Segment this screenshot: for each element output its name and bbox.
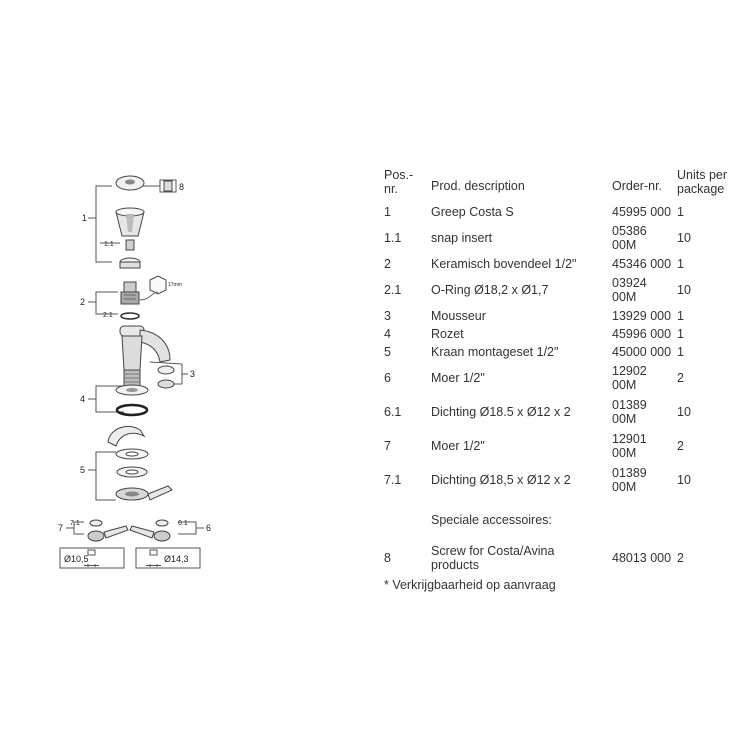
handle-cap-icon — [116, 176, 144, 190]
cell-units: 1 — [677, 327, 684, 341]
header-pos: Pos.- nr. — [384, 168, 414, 196]
cell-pos: 2.1 — [384, 283, 402, 297]
cell-pos: 1 — [384, 205, 391, 219]
cell-desc: Mousseur — [431, 309, 486, 323]
cell-order: 03924 00M — [612, 276, 647, 304]
nut-left-icon — [88, 520, 128, 541]
header-order: Order-nr. — [612, 179, 663, 193]
cell-desc: Screw for Costa/Avina products — [431, 544, 555, 572]
washer-icon — [116, 449, 148, 459]
lock-nut-icon — [116, 486, 172, 500]
cell-order: 45996 000 — [612, 327, 672, 341]
o-ring-icon — [121, 313, 139, 319]
gauge-left-label: Ø10,5 — [64, 554, 89, 564]
cell-desc: snap insert — [431, 231, 493, 245]
nut-hex-icon — [140, 276, 166, 300]
cell-order: 05386 00M — [612, 224, 647, 252]
rosette-icon — [116, 385, 148, 395]
special-heading-text: Speciale accessoires: — [431, 513, 552, 527]
cell-order: 48013 000 — [612, 551, 672, 565]
header-desc: Prod. description — [431, 179, 525, 193]
cell-desc: Dichting Ø18.5 x Ø12 x 2 — [431, 405, 571, 419]
cell-order: 13929 000 — [612, 309, 672, 323]
handle-icon — [116, 208, 144, 236]
cell-units: 10 — [677, 231, 691, 245]
cell-desc: Greep Costa S — [431, 205, 514, 219]
cell-units: 2 — [677, 551, 684, 565]
cell-units: 1 — [677, 257, 684, 271]
callout-6-1: 6.1 — [178, 520, 188, 527]
exploded-parts-diagram — [0, 0, 370, 756]
cell-units: 1 — [677, 205, 684, 219]
cell-pos: 3 — [384, 309, 391, 323]
bracket-clip-icon — [108, 426, 144, 446]
callout-6: 6 — [206, 523, 212, 533]
nut-size-label: 17mm — [168, 282, 182, 288]
cell-desc: Keramisch bovendeel 1/2" — [431, 257, 577, 271]
cell-pos: 4 — [384, 327, 391, 341]
cell-desc: Dichting Ø18,5 x Ø12 x 2 — [431, 473, 571, 487]
callout-8: 8 — [179, 182, 185, 192]
cell-order: 01389 00M — [612, 398, 647, 426]
callout-1: 1 — [82, 213, 88, 223]
callout-1-1: 1.1 — [104, 241, 114, 248]
aerator-icon — [158, 366, 174, 388]
cell-order: 45346 000 — [612, 257, 672, 271]
cell-units: 1 — [677, 345, 684, 359]
cell-order: 45995 000 — [612, 205, 672, 219]
callout-5: 5 — [80, 465, 86, 475]
cell-desc: Kraan montageset 1/2" — [431, 345, 559, 359]
screw-icon — [164, 181, 172, 191]
cell-pos: 6.1 — [384, 405, 402, 419]
cell-units: 2 — [677, 371, 684, 385]
cell-order: 12901 00M — [612, 432, 647, 460]
callout-7-1: 7.1 — [70, 520, 80, 527]
callout-2-1: 2.1 — [103, 312, 113, 319]
cell-units: 2 — [677, 439, 684, 453]
cell-desc: Moer 1/2" — [431, 371, 485, 385]
cell-order: 01389 00M — [612, 466, 647, 494]
cell-units: 10 — [677, 473, 691, 487]
cell-pos: 2 — [384, 257, 391, 271]
cell-pos: 1.1 — [384, 231, 402, 245]
cell-order: 45000 000 — [612, 345, 672, 359]
gasket-icon — [117, 405, 147, 415]
cell-pos: 7.1 — [384, 473, 402, 487]
cell-units: 10 — [677, 405, 691, 419]
cell-pos: 8 — [384, 551, 391, 565]
callout-3: 3 — [190, 369, 196, 379]
adapter-ring-icon — [120, 258, 140, 268]
nut-right-icon — [130, 520, 170, 541]
gauge-right-label: Ø14,3 — [164, 554, 189, 564]
cell-pos: 7 — [384, 439, 391, 453]
ceramic-cartridge-icon — [121, 282, 139, 304]
cell-pos: 6 — [384, 371, 391, 385]
washer-2-icon — [117, 467, 147, 477]
snap-insert-icon — [126, 240, 134, 250]
cell-desc: Rozet — [431, 327, 464, 341]
availability-footnote: * Verkrijgbaarheid op aanvraag — [384, 578, 556, 592]
cell-desc: Moer 1/2" — [431, 439, 485, 453]
callout-7: 7 — [58, 523, 64, 533]
callout-2: 2 — [80, 297, 86, 307]
cell-units: 10 — [677, 283, 691, 297]
callout-4: 4 — [80, 394, 86, 404]
cell-order: 12902 00M — [612, 364, 647, 392]
cell-units: 1 — [677, 309, 684, 323]
cell-desc: O-Ring Ø18,2 x Ø1,7 — [431, 283, 549, 297]
header-units: Units per package — [677, 168, 728, 196]
cell-pos: 5 — [384, 345, 391, 359]
